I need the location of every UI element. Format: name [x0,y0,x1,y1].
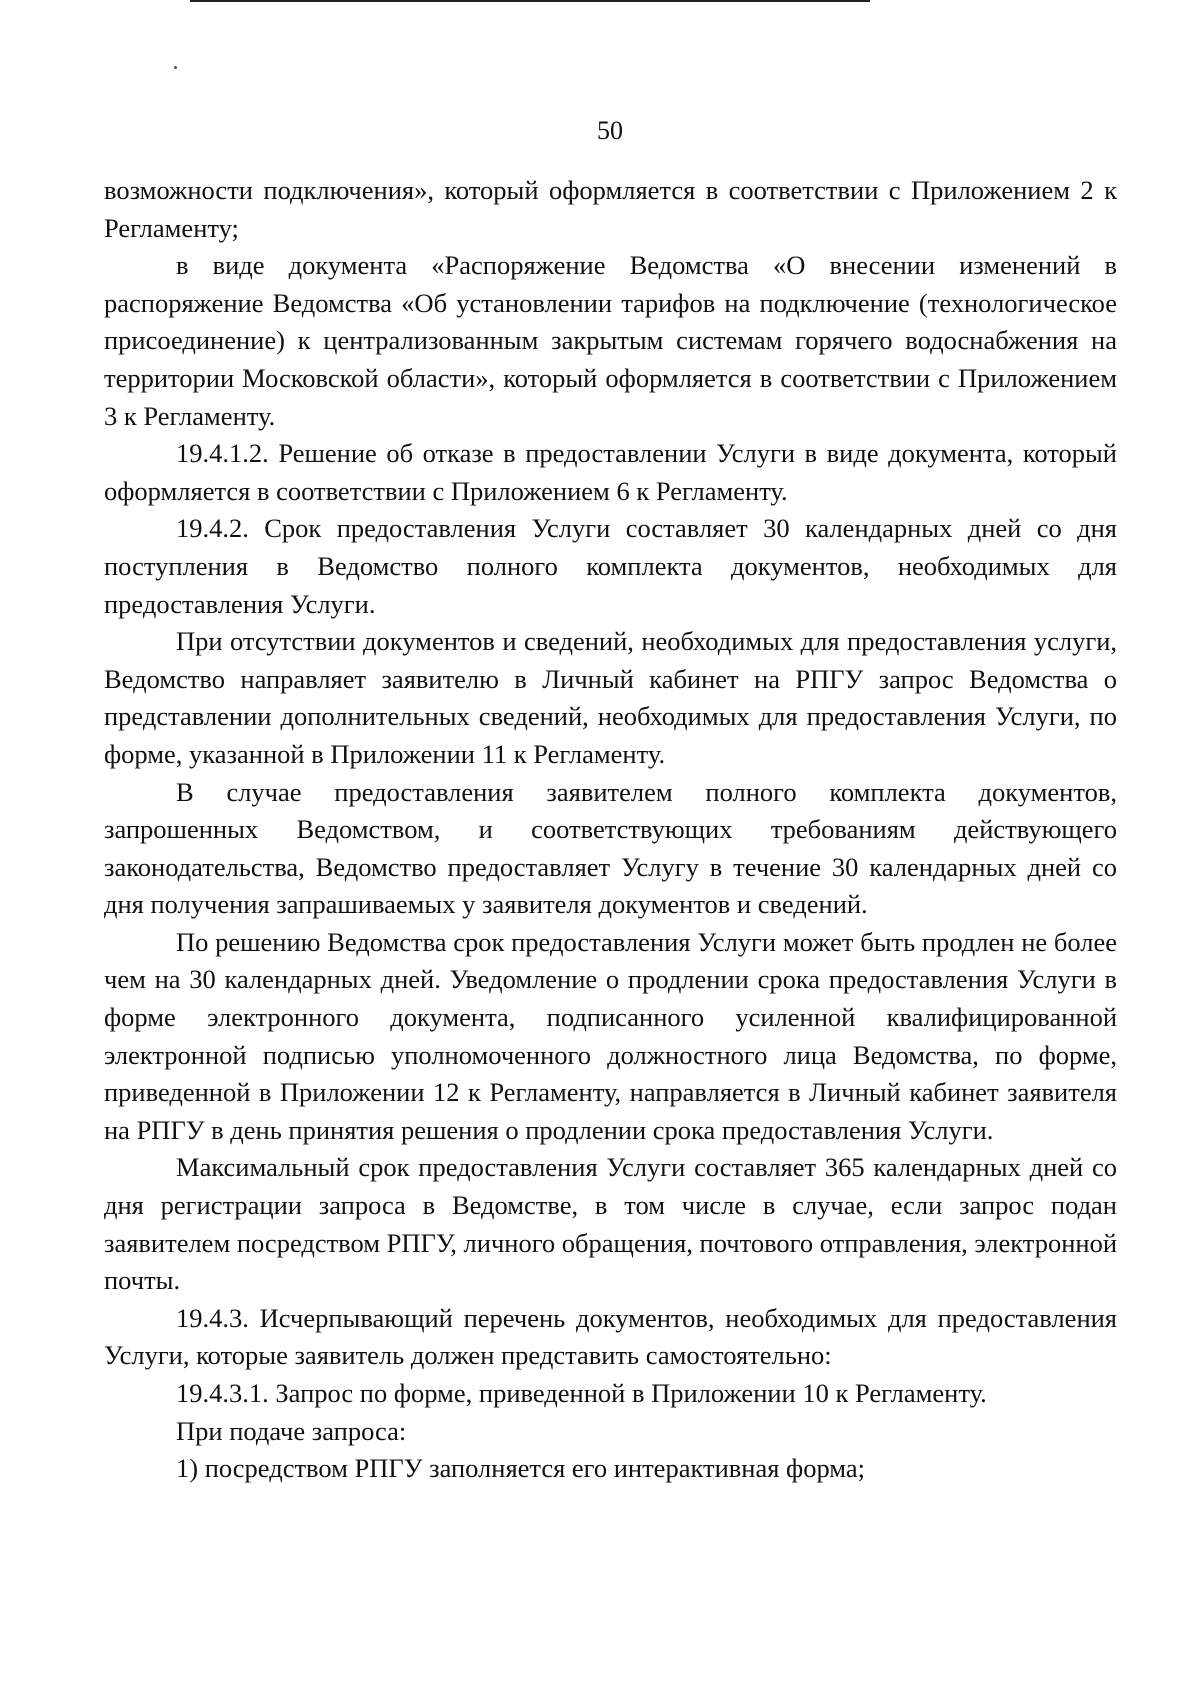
scan-top-edge-line [190,0,870,2]
paragraph-when-submitting: При подаче запроса: [176,1415,407,1446]
paragraph-19-4-2: 19.4.2. Срок предоставления Услуги составляет 30 календарных дней со дня поступления в Ведомство полного комплекта документов, необходимых для предоставления Услуги. [104,513,1117,619]
paragraph-complete-set: В случае предоставления заявителем полного комплекта документов, запрошенных Ведомством, и соответствующих требованиям действующего законодательства, Ведомство предоставляет Услугу в течение 30 календарных дней со дня получения запрашиваемых у заявителя документов и сведений. [104,776,1117,920]
list-item-1: 1) посредством РПГУ заполняется его интерактивная форма; [176,1453,865,1484]
page-number: 50 [597,116,623,145]
paragraph-maximum-term: Максимальный срок предоставления Услуги составляет 365 календарных дней со дня регистрации запроса в Ведомстве, в том числе в случае, если запрос подан заявителем посредством РПГУ, личного обращения, почтового отправления, электронной почты. [104,1152,1117,1296]
paragraph-missing-documents: При отсутствии документов и сведений, необходимых для предоставления услуги, Ведомство направляет заявителю в Личный кабинет на РПГУ запрос Ведомства о представлении дополнительных сведений, необходимых для предоставления Услуги, по форме, указанной в Приложении 11 к Регламенту. [104,626,1117,769]
paragraph-continuation: возможности подключения», который оформляется в соответствии с Приложением 2 к Регламенту; [104,175,1117,243]
document-body [104,172,1117,1488]
paragraph-19-4-1-2: 19.4.1.2. Решение об отказе в предоставлении Услуги в виде документа, который оформляется в соответствии с Приложением 6 к Регламенту. [104,438,1117,506]
paragraph-19-4-3: 19.4.3. Исчерпывающий перечень документов, необходимых для предоставления Услуги, которые заявитель должен представить самостоятельно: [104,1302,1117,1371]
paragraph-extension: По решению Ведомства срок предоставления Услуги может быть продлен не более чем на 30 календарных дней. Уведомление о продлении срока предоставления Услуги в форме электронного документа, подписанного усиленной квалифицированной электронной подписью уполномоченного должностного лица Ведомства, по форме, приведенной в Приложении 12 к Регламенту, направляется в Личный кабинет заявителя на РПГУ в день принятия решения о продлении срока предоставления Услуги. [104,926,1117,1145]
paragraph-19-4-3-1: 19.4.3.1. Запрос по форме, приведенной в Приложении 10 к Регламенту. [176,1378,987,1408]
paragraph-document-form: в виде документа «Распоряжение Ведомства «О внесении изменений в распоряжение Ведомства «Об установлении тарифов на подключение (технологическое присоединение) к централизованным закрытым системам горячего водоснабжения на территории Московской области», который оформляется в соответствии с Приложением 3 к Регламенту. [104,250,1117,431]
scan-speck [174,66,177,69]
